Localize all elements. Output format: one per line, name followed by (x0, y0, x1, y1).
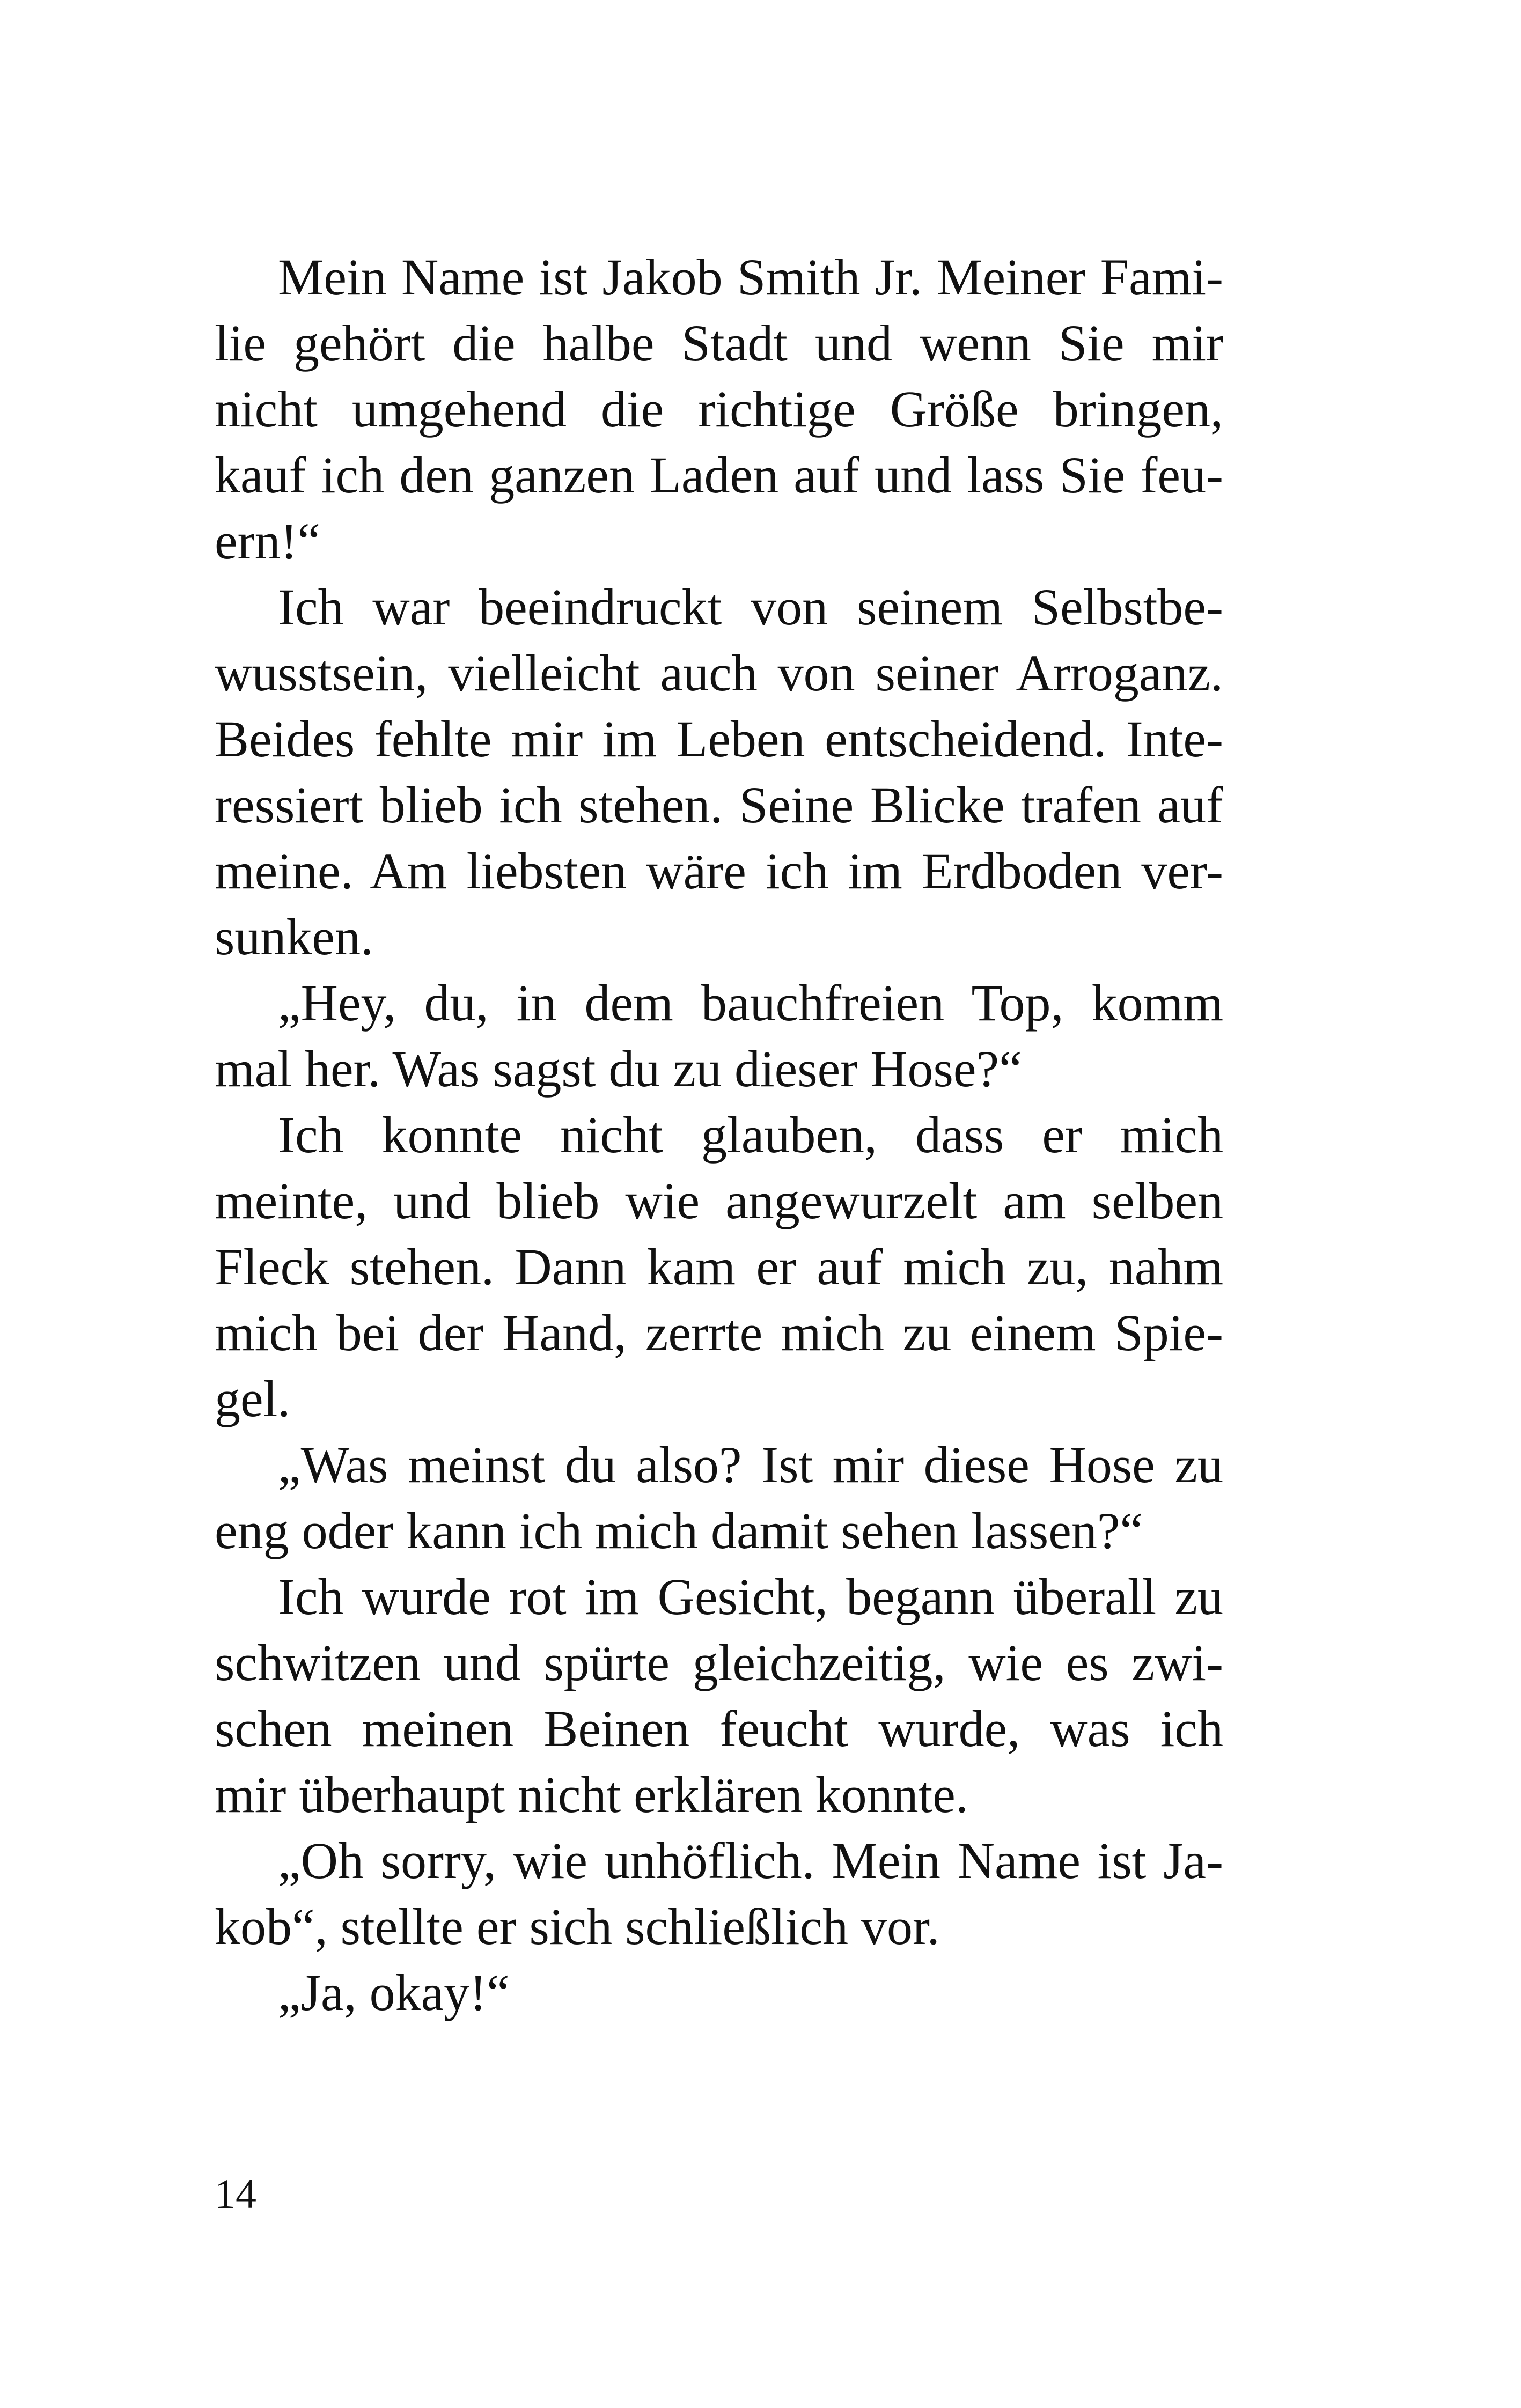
text-line: kob“, stellte er sich schließlich vor. (215, 1898, 940, 1955)
text-line: lie gehört die halbe Stadt und wenn Sie mir (215, 314, 1223, 372)
text-line: wusstsein, vielleicht auch von seiner Arroganz. (215, 644, 1223, 702)
text-line: Ich wurde rot im Gesicht, begann überall zu (278, 1568, 1223, 1625)
text-line: „Was meinst du also? Ist mir diese Hose zu (278, 1436, 1223, 1493)
text-line: Fleck stehen. Dann kam er auf mich zu, nahm (215, 1238, 1223, 1295)
text-line: Beides fehlte mir im Leben entscheidend. Inte- (215, 710, 1223, 768)
text-line: „Hey, du, in dem bauchfreien Top, komm (278, 974, 1223, 1032)
text-line: ressiert blieb ich stehen. Seine Blicke trafen auf (215, 776, 1223, 834)
body-text (215, 244, 1223, 2026)
text-line: mal her. Was sagst du zu dieser Hose?“ (215, 1040, 1022, 1098)
text-line: nicht umgehend die richtige Größe bringen, (215, 380, 1223, 438)
text-line: eng oder kann ich mich damit sehen lassen?“ (215, 1502, 1143, 1559)
text-line: schen meinen Beinen feucht wurde, was ich (215, 1700, 1223, 1757)
text-line: Mein Name ist Jakob Smith Jr. Meiner Fami- (278, 248, 1223, 306)
page-number: 14 (215, 2170, 256, 2217)
text-line: „Ja, okay!“ (278, 1964, 510, 2021)
text-line: mir überhaupt nicht erklären konnte. (215, 1766, 968, 1823)
text-line: „Oh sorry, wie unhöflich. Mein Name ist Ja- (278, 1832, 1223, 1889)
text-line: Ich war beeindruckt von seinem Selbstbe- (278, 578, 1223, 636)
text-line: ern!“ (215, 512, 321, 570)
text-line: kauf ich den ganzen Laden auf und lass Sie feu- (215, 446, 1223, 504)
text-line: gel. (215, 1370, 291, 1427)
text-line: Ich konnte nicht glauben, dass er mich (278, 1106, 1223, 1164)
text-line: meinte, und blieb wie angewurzelt am selben (215, 1172, 1223, 1229)
text-line: meine. Am liebsten wäre ich im Erdboden ver- (215, 842, 1223, 900)
text-line: sunken. (215, 908, 373, 966)
text-line: schwitzen und spürte gleichzeitig, wie es zwi- (215, 1634, 1223, 1691)
text-line: mich bei der Hand, zerrte mich zu einem Spie- (215, 1304, 1223, 1361)
